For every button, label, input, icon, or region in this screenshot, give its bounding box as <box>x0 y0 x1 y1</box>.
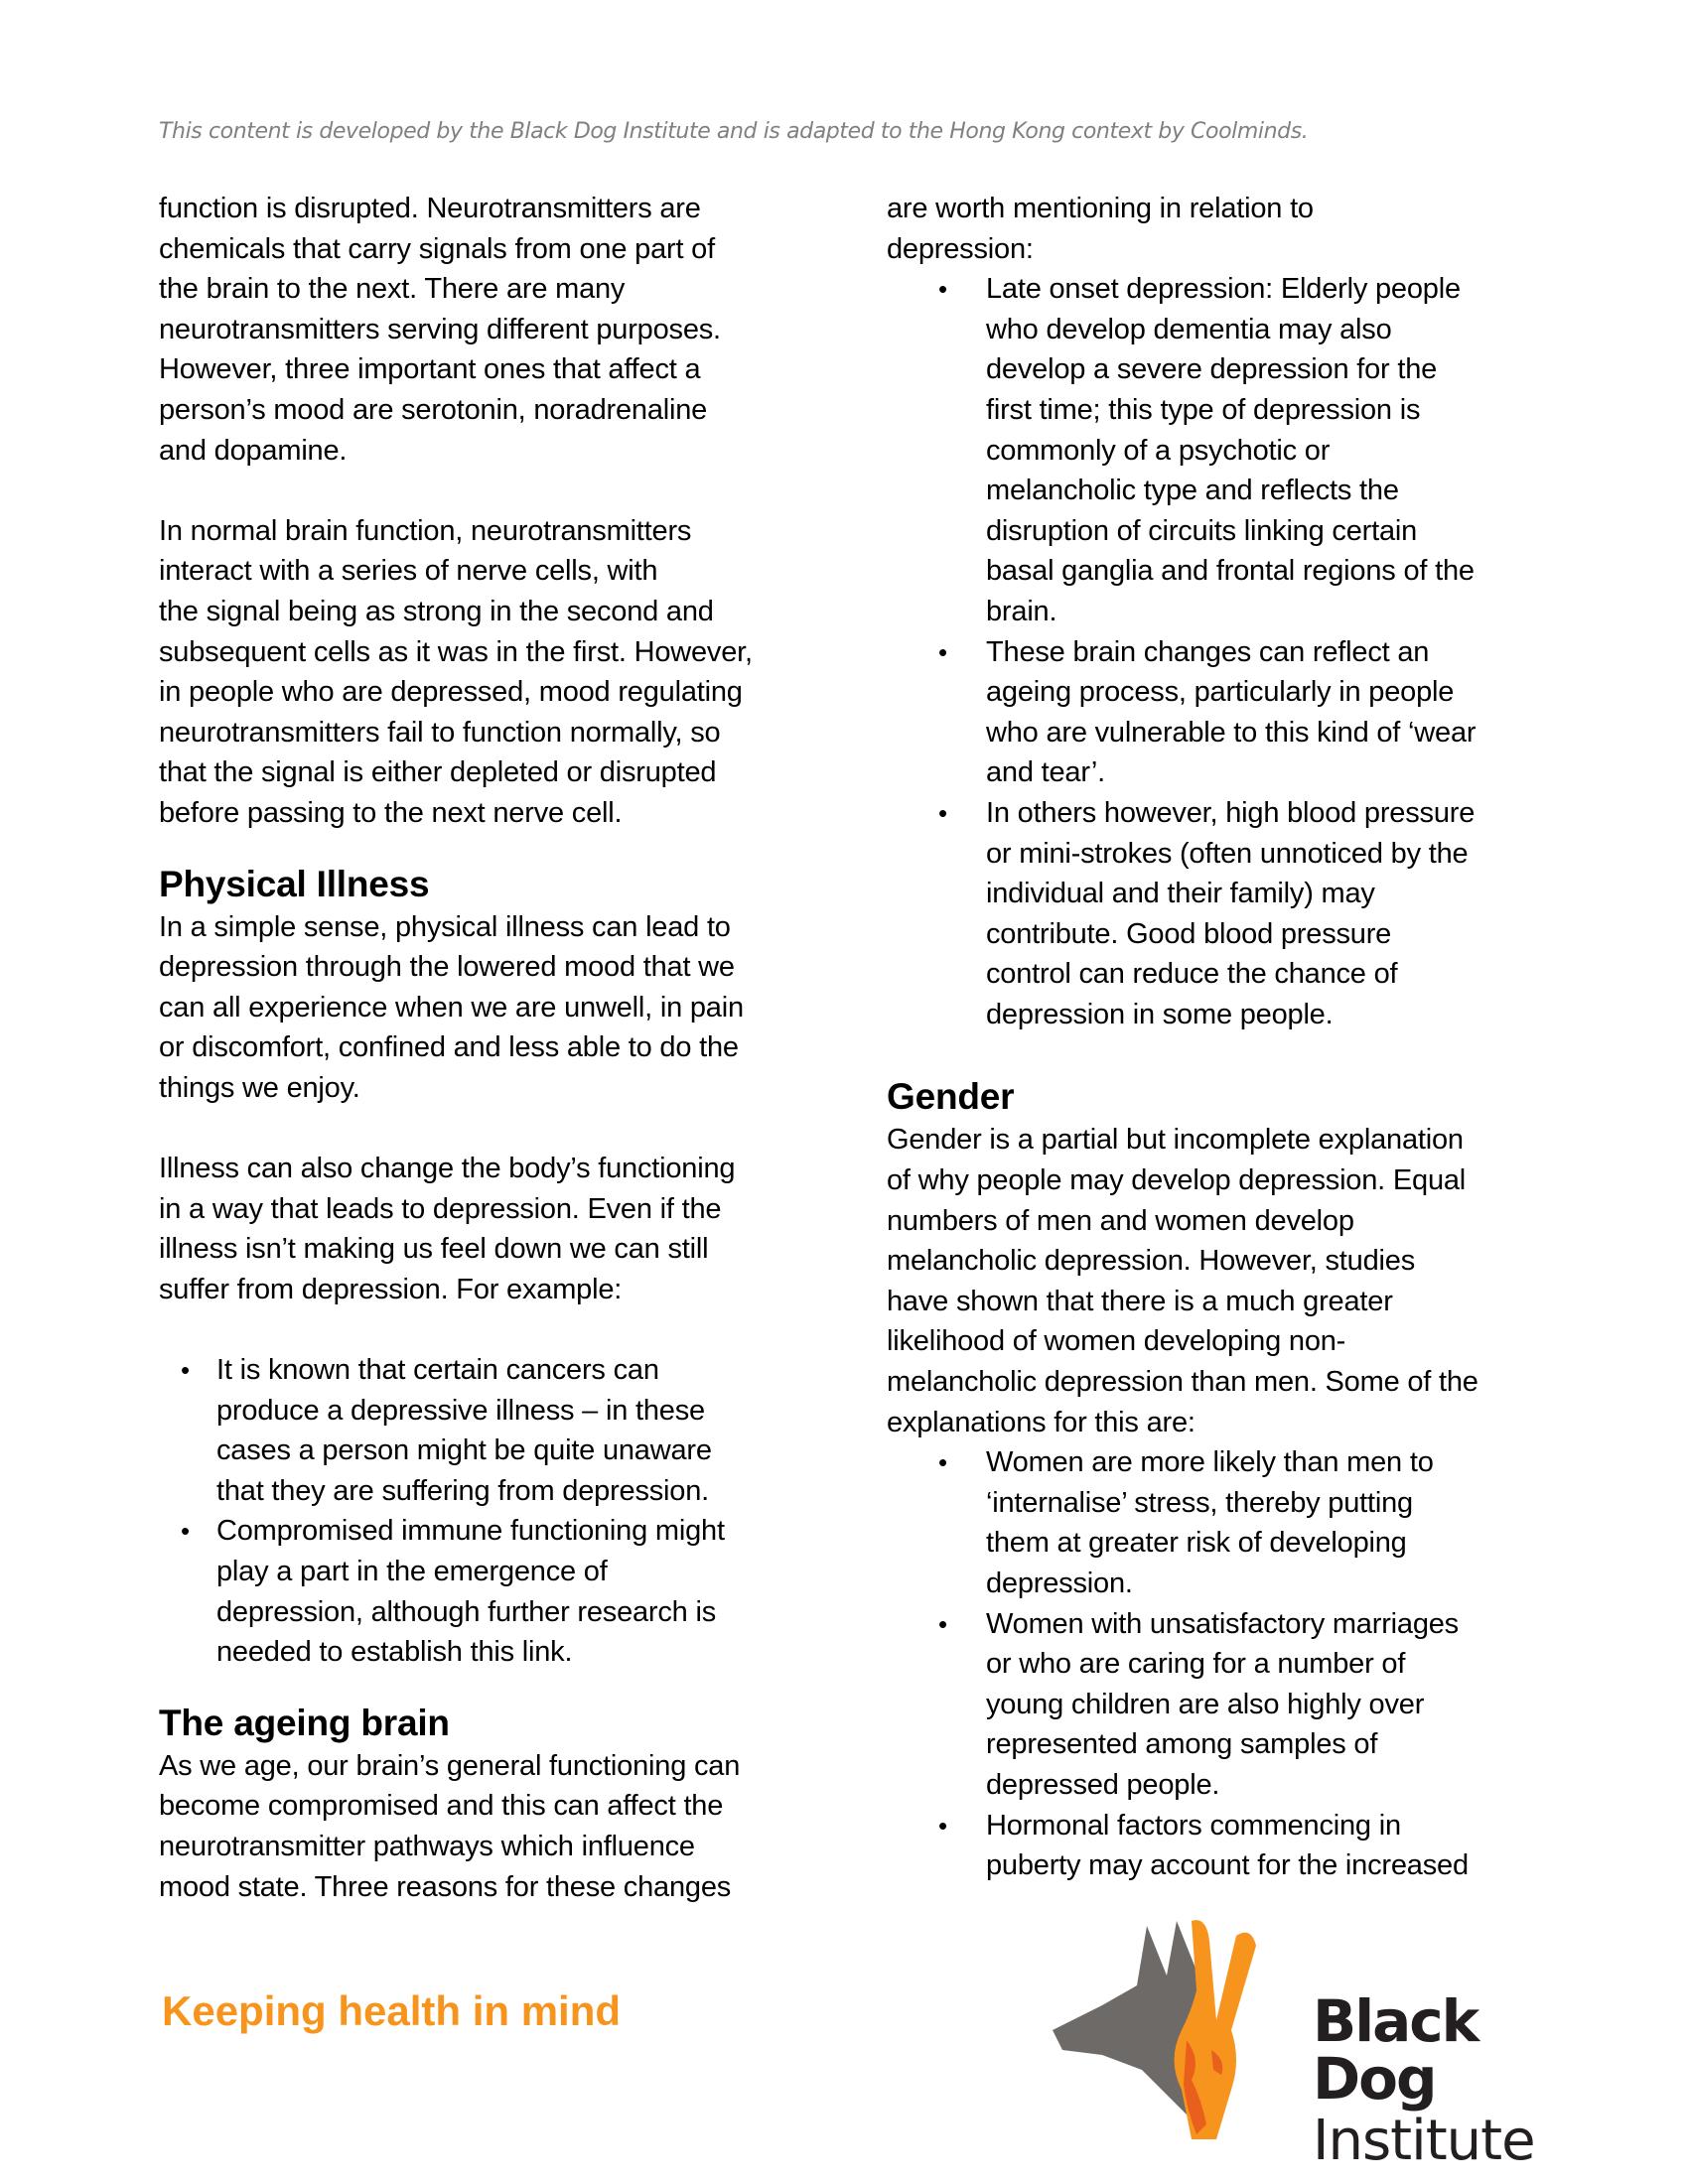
bullet-icon: • <box>181 1355 190 1386</box>
physical-illness-bullet-list <box>159 1350 794 1673</box>
list-item: • Late onset depression: Elderly people who develop dementia may also develop a severe depression for the first time; this type of depression is commonly of a psychotic or melancholic type and reflects the disruption of circuits linking certain basal ganglia and frontal regions of the brain. <box>887 269 1532 631</box>
list-item: • In others however, high blood pressure or mini-strokes (often unnoticed by the individual and their family) may contribute. Good blood pressure control can reduce the chance of depression in some people. <box>887 793 1532 1035</box>
logo-text-institute: Institute <box>1313 2109 1535 2173</box>
list-item: • Compromised immune functioning might play a part in the emergence of depression, although further research is needed to establish this link. <box>159 1511 794 1672</box>
black-dog-institute-logo <box>1043 1911 1599 2173</box>
paragraph-gender: Gender is a partial but incomplete explanation of why people may develop depression. Equal numbers of men and women develop melancholic depression. However, studies have shown that there is a much greater likelihood of women developing non- melancholic depression than men. Some of the explanations for this are: <box>887 1124 1478 1438</box>
gender-bullet-list <box>887 1442 1532 1886</box>
paragraph-normal-brain-function: In normal brain function, neurotransmitters interact with a series of nerve cells, with the signal being as strong in the second and subsequent cells as it was in the first. However, in people who are depressed, mood regulating neurotransmitters fail to function normally, so that the signal is either depleted or disrupted before passing to the next nerve cell. <box>159 514 753 829</box>
ageing-bullet-list <box>887 269 1532 1034</box>
heading-physical-illness: Physical Illness <box>159 863 430 904</box>
list-item: • Hormonal factors commencing in puberty may account for the increased <box>887 1806 1532 1886</box>
bullet-icon: • <box>938 1810 947 1841</box>
list-item: • Women are more likely than men to ‘internalise’ stress, thereby putting them at greater risk of developing depression. <box>887 1442 1532 1603</box>
paragraph-ageing-continuation: are worth mentioning in relation to depression: <box>887 193 1314 265</box>
left-column <box>159 189 794 1907</box>
paragraph-physical-illness-2: Illness can also change the body’s functioning in a way that leads to depression. Even if the illness isn’t making us feel down we can still suffer from depression. For example: <box>159 1153 736 1305</box>
bullet-icon: • <box>938 636 947 667</box>
heading-ageing-brain: The ageing brain <box>159 1702 450 1743</box>
bullet-icon: • <box>938 797 947 828</box>
right-column <box>887 189 1532 1886</box>
tagline: Keeping health in mind <box>162 1987 622 2034</box>
dog-hand-shadow-icon <box>1043 1911 1301 2149</box>
paragraph-neurotransmitters: function is disrupted. Neurotransmitters are chemicals that carry signals from one part of the brain to the next. There are many neurotransmitters serving different purposes. However, three important ones that affect a person’s mood are serotonin, noradrenaline and dopamine. <box>159 193 721 467</box>
paragraph-physical-illness-1: In a simple sense, physical illness can lead to depression through the lowered mood that we can all experience when we are unwell, in pain or discomfort, confined and less able to do the things we enjoy. <box>159 910 744 1104</box>
attribution-header: This content is developed by the Black Dog Institute and is adapted to the Hong Kong context by Coolminds. <box>159 119 1309 144</box>
paragraph-ageing-brain: As we age, our brain’s general functioning can become compromised and this can affect the neurotransmitter pathways which influence mood state. Three reasons for these changes <box>159 1749 741 1903</box>
list-item: • It is known that certain cancers can produce a depressive illness – in these cases a person might be quite unaware that they are suffering from depression. <box>159 1350 794 1511</box>
bullet-icon: • <box>938 274 947 305</box>
heading-gender: Gender <box>887 1076 1015 1118</box>
list-item: • These brain changes can reflect an ageing process, particularly in people who are vulnerable to this kind of ‘wear and tear’. <box>887 632 1532 793</box>
bullet-icon: • <box>938 1447 947 1478</box>
bullet-icon: • <box>181 1516 190 1547</box>
logo-text-black-dog: Black Dog <box>1313 1987 1478 2113</box>
bullet-icon: • <box>938 1608 947 1639</box>
list-item: • Women with unsatisfactory marriages or who are caring for a number of young children are also highly over represented among samples of depressed people. <box>887 1604 1532 1806</box>
logo-wordmark <box>1313 1987 1599 2173</box>
